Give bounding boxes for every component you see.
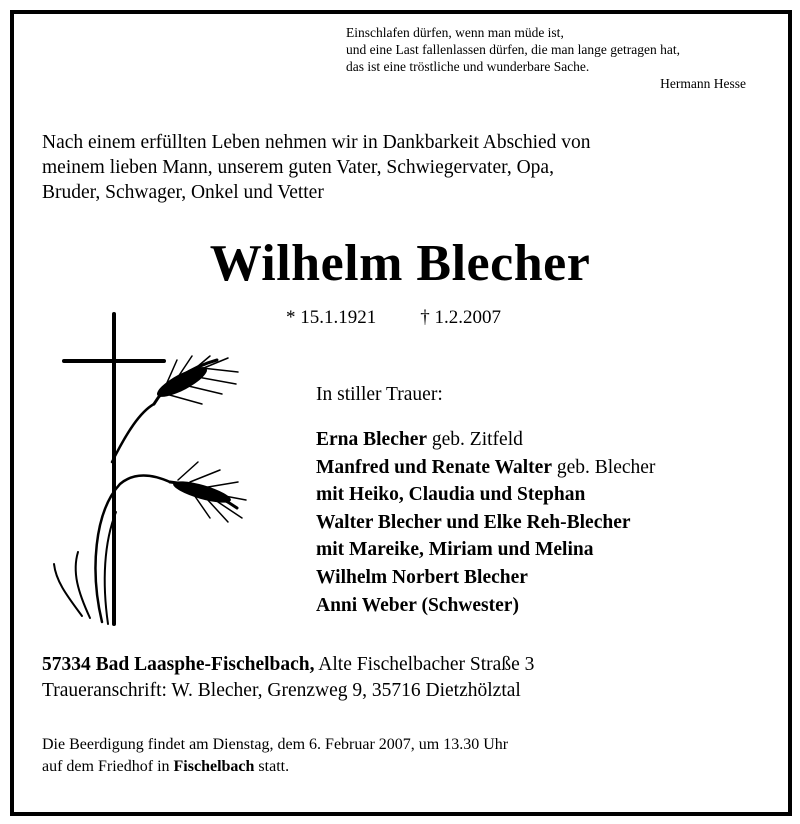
residence-street: Alte Fischelbacher Straße 3 <box>314 654 535 675</box>
residence-place: 57334 Bad Laasphe-Fischelbach, <box>42 654 315 675</box>
deceased-name: Wilhelm Blecher <box>209 235 591 292</box>
funeral-place: Fischelbach <box>173 758 255 775</box>
family-member <box>316 454 655 482</box>
cross-with-wheat-icon <box>42 312 252 632</box>
family-name: Erna Blecher <box>316 429 428 450</box>
birth-date: * 15.1.1921 <box>286 307 377 328</box>
family-member <box>316 536 655 564</box>
intro-text <box>42 130 762 205</box>
family-note: geb. Zitfeld <box>427 429 523 450</box>
family-member <box>316 564 655 592</box>
family-member <box>316 426 655 454</box>
family-name: mit Mareike, Miriam und Melina <box>316 539 594 561</box>
residence-line <box>42 652 534 678</box>
family-name: Walter Blecher und Elke Reh-Blecher <box>316 511 631 533</box>
family-list <box>316 426 655 619</box>
funeral-info <box>42 734 508 778</box>
life-dates <box>286 306 501 330</box>
hesse-quote <box>346 24 766 92</box>
quote-line: Einschlafen dürfen, wenn man müde ist, <box>346 25 564 40</box>
funeral-text: statt. <box>254 758 290 775</box>
intro-line: Bruder, Schwager, Onkel und Vetter <box>42 182 324 203</box>
family-member <box>316 481 655 509</box>
quote-line: das ist eine tröstliche und wunderbare Sache. <box>346 59 590 74</box>
quote-line: und eine Last fallenlassen dürfen, die man lange getragen hat, <box>346 42 680 57</box>
family-name: Wilhelm Norbert Blecher <box>316 566 528 588</box>
family-name: Manfred und Renate Walter <box>316 456 552 478</box>
funeral-text: auf dem Friedhof in <box>42 758 174 775</box>
mourning-heading: In stiller Trauer: <box>316 384 443 405</box>
death-date: † 1.2.2007 <box>420 307 501 328</box>
address-block <box>42 652 534 704</box>
quote-author: Hermann Hesse <box>660 76 746 91</box>
intro-line: meinem lieben Mann, unserem guten Vater, Schwiegervater, Opa, <box>42 157 554 178</box>
mourning-address: Traueranschrift: W. Blecher, Grenzweg 9, 35716 Dietzhölztal <box>42 680 521 701</box>
family-member <box>316 509 655 537</box>
funeral-line: Die Beerdigung findet am Dienstag, dem 6. Februar 2007, um 13.30 Uhr <box>42 736 509 753</box>
family-member <box>316 592 655 620</box>
funeral-line <box>42 756 508 778</box>
family-name: Anni Weber (Schwester) <box>316 594 519 616</box>
intro-line: Nach einem erfüllten Leben nehmen wir in Dankbarkeit Abschied von <box>42 132 591 153</box>
family-name: mit Heiko, Claudia und Stephan <box>316 484 586 506</box>
family-note: geb. Blecher <box>551 456 656 478</box>
